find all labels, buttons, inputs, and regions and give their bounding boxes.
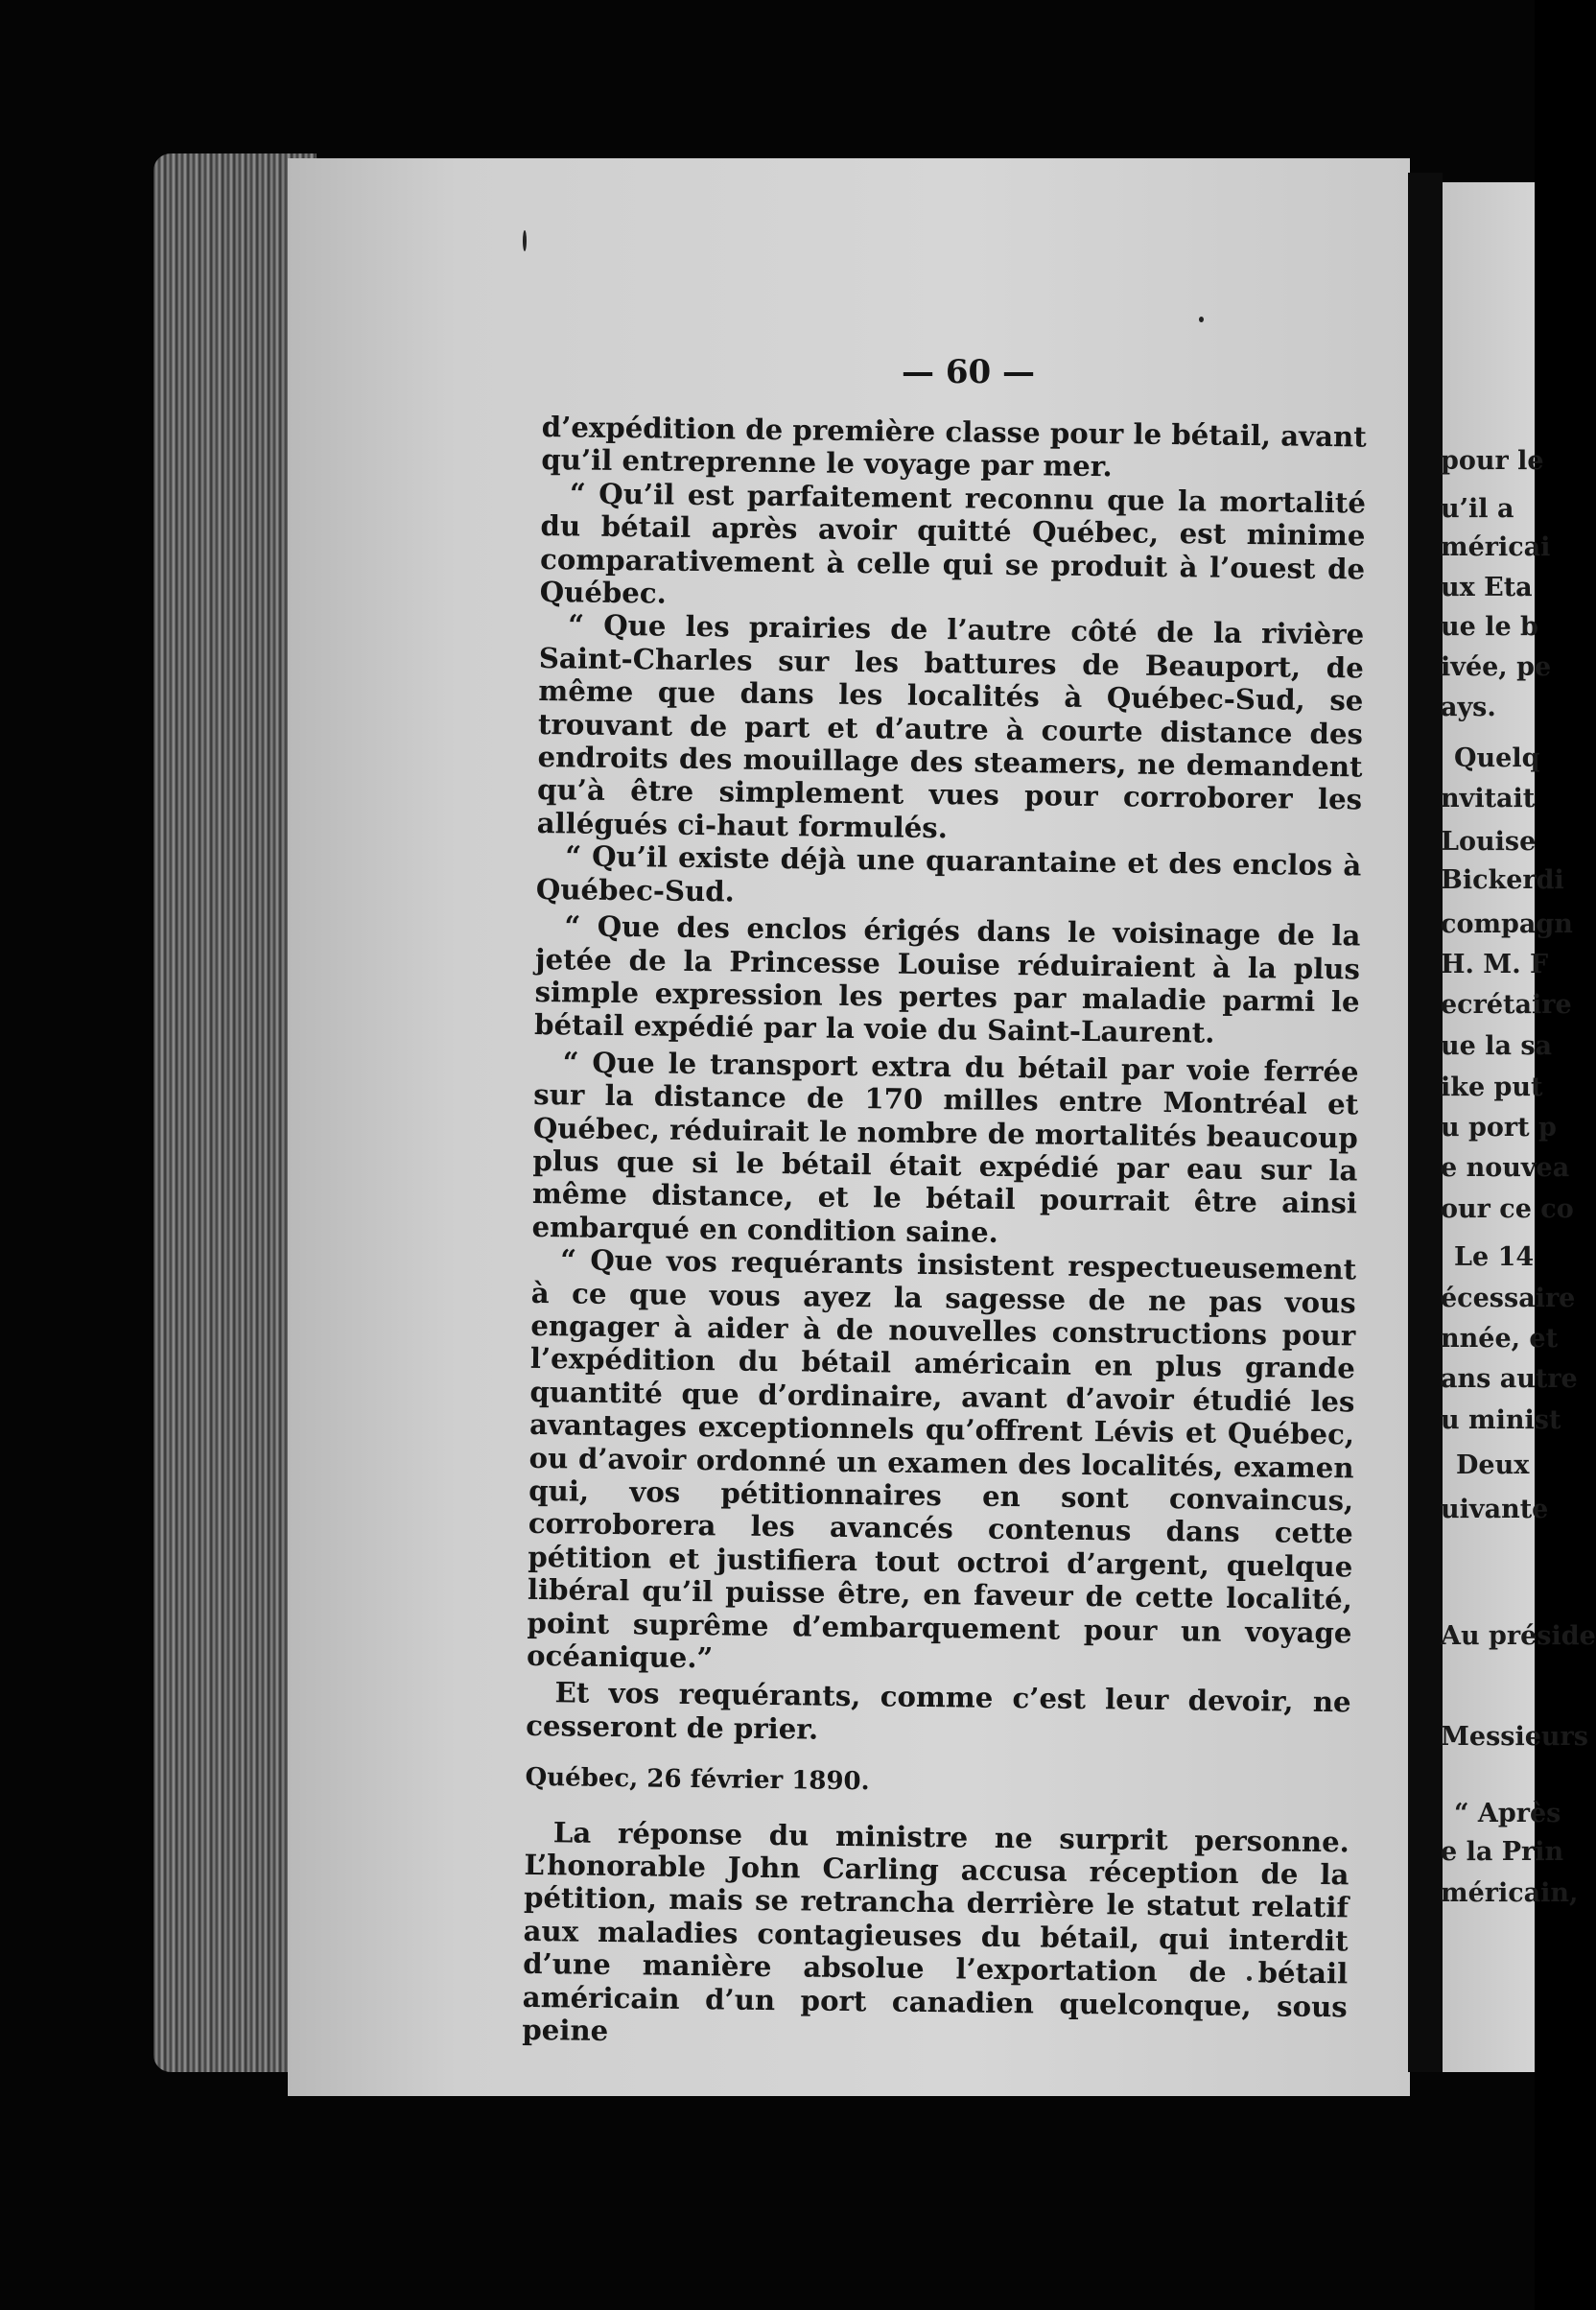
facing-text-fragment: nvitait xyxy=(1441,784,1536,813)
dust-mark xyxy=(1199,317,1204,322)
paragraph: “ Que les prairies de l’autre côté de la rivière Saint-Charles sur les battures de Beauport, de même que dans les localités à Québec-Sud, se trouvant de part et d’autre à courte distance des endroits des mouillage des steamers, ne demandent qu’à être simplement vues pour corroborer les allégués ci-haut formulés. xyxy=(536,608,1365,845)
facing-text-fragment: uivante xyxy=(1441,1495,1549,1524)
facing-text-fragment: ux Eta xyxy=(1441,573,1533,602)
facing-text-fragment: H. M. F xyxy=(1441,950,1549,979)
paragraph: “ Que vos requérants insistent respectueusement à ce que vous ayez la sagesse de ne pas vous engager à aider à de nouvelles constructions pour l’expédition du bétail américain en plus grande quantité que d’ordinaire, avant d’avoir étudié les avantages exceptionnels qu’offrent Lévis et Québec, ou d’avoir ordonné un examen des localités, examen qui, vos pétitionnaires en sont convaincus, corroborera les avancés contenus dans cette pétition et justifiera tout octroi d’argent, quelque libéral qu’il puisse être, en faveur de cette localité, point suprême d’embarquement pour un voyage océanique.” xyxy=(526,1243,1357,1675)
facing-text-fragment: compagn xyxy=(1441,909,1573,939)
facing-text-fragment: nnée, et xyxy=(1441,1324,1559,1354)
page-number: — 60 — xyxy=(902,353,1035,391)
page-body xyxy=(522,411,1367,2057)
dateline: Québec, 26 février 1890. xyxy=(525,1763,870,1797)
facing-text-fragment: u port p xyxy=(1441,1113,1557,1143)
book-gutter xyxy=(1408,173,1443,2072)
paragraph: “ Que le transport extra du bétail par voie ferrée sur la distance de 170 milles entre Montréal et Québec, réduirait le nombre de mortalités beaucoup plus que si le bétail était expédié par eau sur la même distance, et le bétail pourrait être ainsi embarqué en condition saine. xyxy=(531,1046,1359,1249)
facing-text-fragment: Deux xyxy=(1456,1450,1530,1480)
facing-text-fragment: ivée, pe xyxy=(1441,652,1552,682)
facing-text-fragment: méricain, xyxy=(1441,1878,1579,1908)
facing-text-fragment: ue la sa xyxy=(1441,1031,1553,1061)
facing-text-fragment: ike put xyxy=(1441,1072,1543,1102)
facing-text-fragment: ecrétaire xyxy=(1441,990,1572,1020)
paragraph: “ Que des enclos érigés dans le voisinage de la jetée de la Princesse Louise réduiraient à la plus simple expression les pertes par maladie parmi le bétail expédié par la voie du Saint-Laurent. xyxy=(533,909,1361,1049)
paragraph: La réponse du ministre ne surprit personne. L’honorable John Carling accusa réception de la pétition, mais se retrancha derrière le statut relatif aux maladies contagieuses du bétail, qui interdit d’une manière absolue l’exportation de bétail américain d’un port canadien quelconque, sous peine xyxy=(522,1815,1350,2048)
facing-text-fragment: ue le b xyxy=(1441,612,1538,642)
facing-text-fragment: méricai xyxy=(1441,532,1551,562)
facing-text-fragment: Le 14 xyxy=(1454,1242,1535,1272)
facing-text-fragment: “ Après xyxy=(1454,1799,1561,1828)
paragraph: “ Qu’il est parfaitement reconnu que la mortalité du bétail après avoir quitté Québec, est minime comparativement à celle qui se produit à l’ouest de Québec. xyxy=(539,477,1367,610)
paragraph: Et vos requérants, comme c’est leur devoir, ne cesseront de prier. xyxy=(526,1676,1351,1746)
facing-text-fragment: Au préside xyxy=(1441,1621,1596,1651)
facing-text-fragment: u minist xyxy=(1441,1405,1561,1435)
facing-text-fragment: ays. xyxy=(1441,693,1496,722)
dust-mark xyxy=(523,230,527,251)
facing-text-fragment: e nouvea xyxy=(1441,1153,1570,1183)
facing-text-fragment: Quelq xyxy=(1454,743,1540,773)
facing-text-fragment: Louise xyxy=(1441,827,1537,857)
facing-text-fragment: pour le xyxy=(1441,446,1544,476)
paragraph: “ Qu’il existe déjà une quarantaine et des enclos à Québec-Sud. xyxy=(535,839,1362,908)
facing-text-fragment: écessaire xyxy=(1441,1284,1576,1313)
paragraph: d’expédition de première classe pour le bétail, avant qu’il entreprenne le voyage par mer. xyxy=(541,411,1367,483)
facing-page xyxy=(1441,182,1596,2072)
facing-text-fragment: ans autre xyxy=(1441,1364,1578,1394)
facing-text-fragment: our ce co xyxy=(1441,1194,1574,1224)
facing-text-fragment: Bickerdi xyxy=(1441,865,1564,895)
facing-text-fragment: u’il a xyxy=(1441,494,1514,524)
facing-text-fragment: e la Prin xyxy=(1441,1837,1564,1867)
facing-text-fragment: Messieurs xyxy=(1441,1722,1588,1752)
